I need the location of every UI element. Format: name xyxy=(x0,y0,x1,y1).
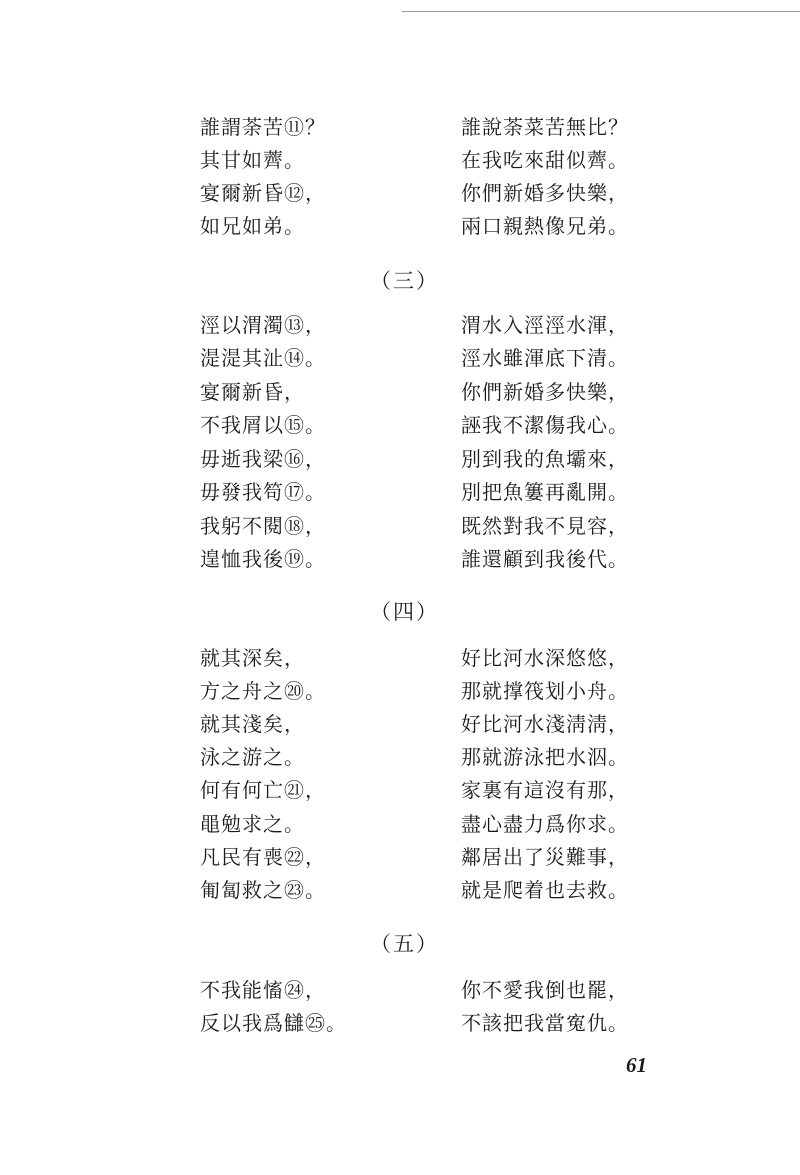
original-line: 方之舟之⑳。 xyxy=(200,679,326,703)
translation-line: 涇水雖渾底下清。 xyxy=(461,346,629,370)
translation-line: 你們新婚多快樂， xyxy=(461,380,629,404)
original-line: 遑恤我後⑲。 xyxy=(200,547,326,571)
original-line: 湜湜其沚⑭。 xyxy=(200,346,326,370)
section-heading-4: （四） xyxy=(370,600,439,624)
original-line: 不我能慉㉔， xyxy=(200,978,326,1002)
translation-line: 別把魚簍再亂開。 xyxy=(461,480,629,504)
translation-line: 在我吃來甜似薺。 xyxy=(461,148,629,172)
translation-line: 就是爬着也去救。 xyxy=(461,878,629,902)
translation-line: 好比河水淺淸淸， xyxy=(461,712,629,736)
original-line: 宴爾新昏， xyxy=(200,380,305,404)
translation-line: 別到我的魚壩來， xyxy=(461,447,629,471)
original-line: 誰謂荼苦⑪？ xyxy=(200,115,326,139)
translation-line: 好比河水深悠悠， xyxy=(461,646,629,670)
translation-line: 鄰居出了災難事， xyxy=(461,845,629,869)
original-line: 毋逝我梁⑯， xyxy=(200,447,326,471)
translation-line: 兩口親熱像兄弟。 xyxy=(461,214,629,238)
original-line: 就其淺矣， xyxy=(200,712,305,736)
original-line: 其甘如薺。 xyxy=(200,148,305,172)
original-line: 凡民有喪㉒， xyxy=(200,845,326,869)
translation-line: 誣我不潔傷我心。 xyxy=(461,413,629,437)
original-line: 毋發我笱⑰。 xyxy=(200,480,326,504)
original-line: 如兄如弟。 xyxy=(200,214,305,238)
translation-line: 既然對我不見容， xyxy=(461,514,629,538)
original-line: 黽勉求之。 xyxy=(200,812,305,836)
translation-line: 不該把我當寃仇。 xyxy=(461,1011,629,1035)
original-line: 反以我爲讎㉕。 xyxy=(200,1011,347,1035)
original-line: 涇以渭濁⑬， xyxy=(200,313,326,337)
translation-line: 誰說荼菜苦無比？ xyxy=(461,115,629,139)
top-rule xyxy=(402,11,800,12)
original-line: 泳之游之。 xyxy=(200,745,305,769)
translation-line: 誰還顧到我後代。 xyxy=(461,547,629,571)
original-line: 我躬不閱⑱， xyxy=(200,514,326,538)
translation-line: 渭水入涇涇水渾， xyxy=(461,313,629,337)
original-line: 宴爾新昏⑫， xyxy=(200,181,326,205)
page-number: 61 xyxy=(626,1053,647,1077)
original-line: 就其深矣， xyxy=(200,646,305,670)
translation-line: 那就游泳把水泅。 xyxy=(461,745,629,769)
translation-line: 家裏有這沒有那， xyxy=(461,778,629,802)
translation-line: 你不愛我倒也罷， xyxy=(461,978,629,1002)
translation-line: 那就撑筏划小舟。 xyxy=(461,679,629,703)
original-line: 不我屑以⑮。 xyxy=(200,413,326,437)
section-heading-5: （五） xyxy=(370,932,439,956)
translation-line: 盡心盡力爲你求。 xyxy=(461,812,629,836)
section-heading-3: （三） xyxy=(370,269,439,293)
original-line: 匍匐救之㉓。 xyxy=(200,878,326,902)
translation-line: 你們新婚多快樂， xyxy=(461,181,629,205)
original-line: 何有何亡㉑， xyxy=(200,778,326,802)
